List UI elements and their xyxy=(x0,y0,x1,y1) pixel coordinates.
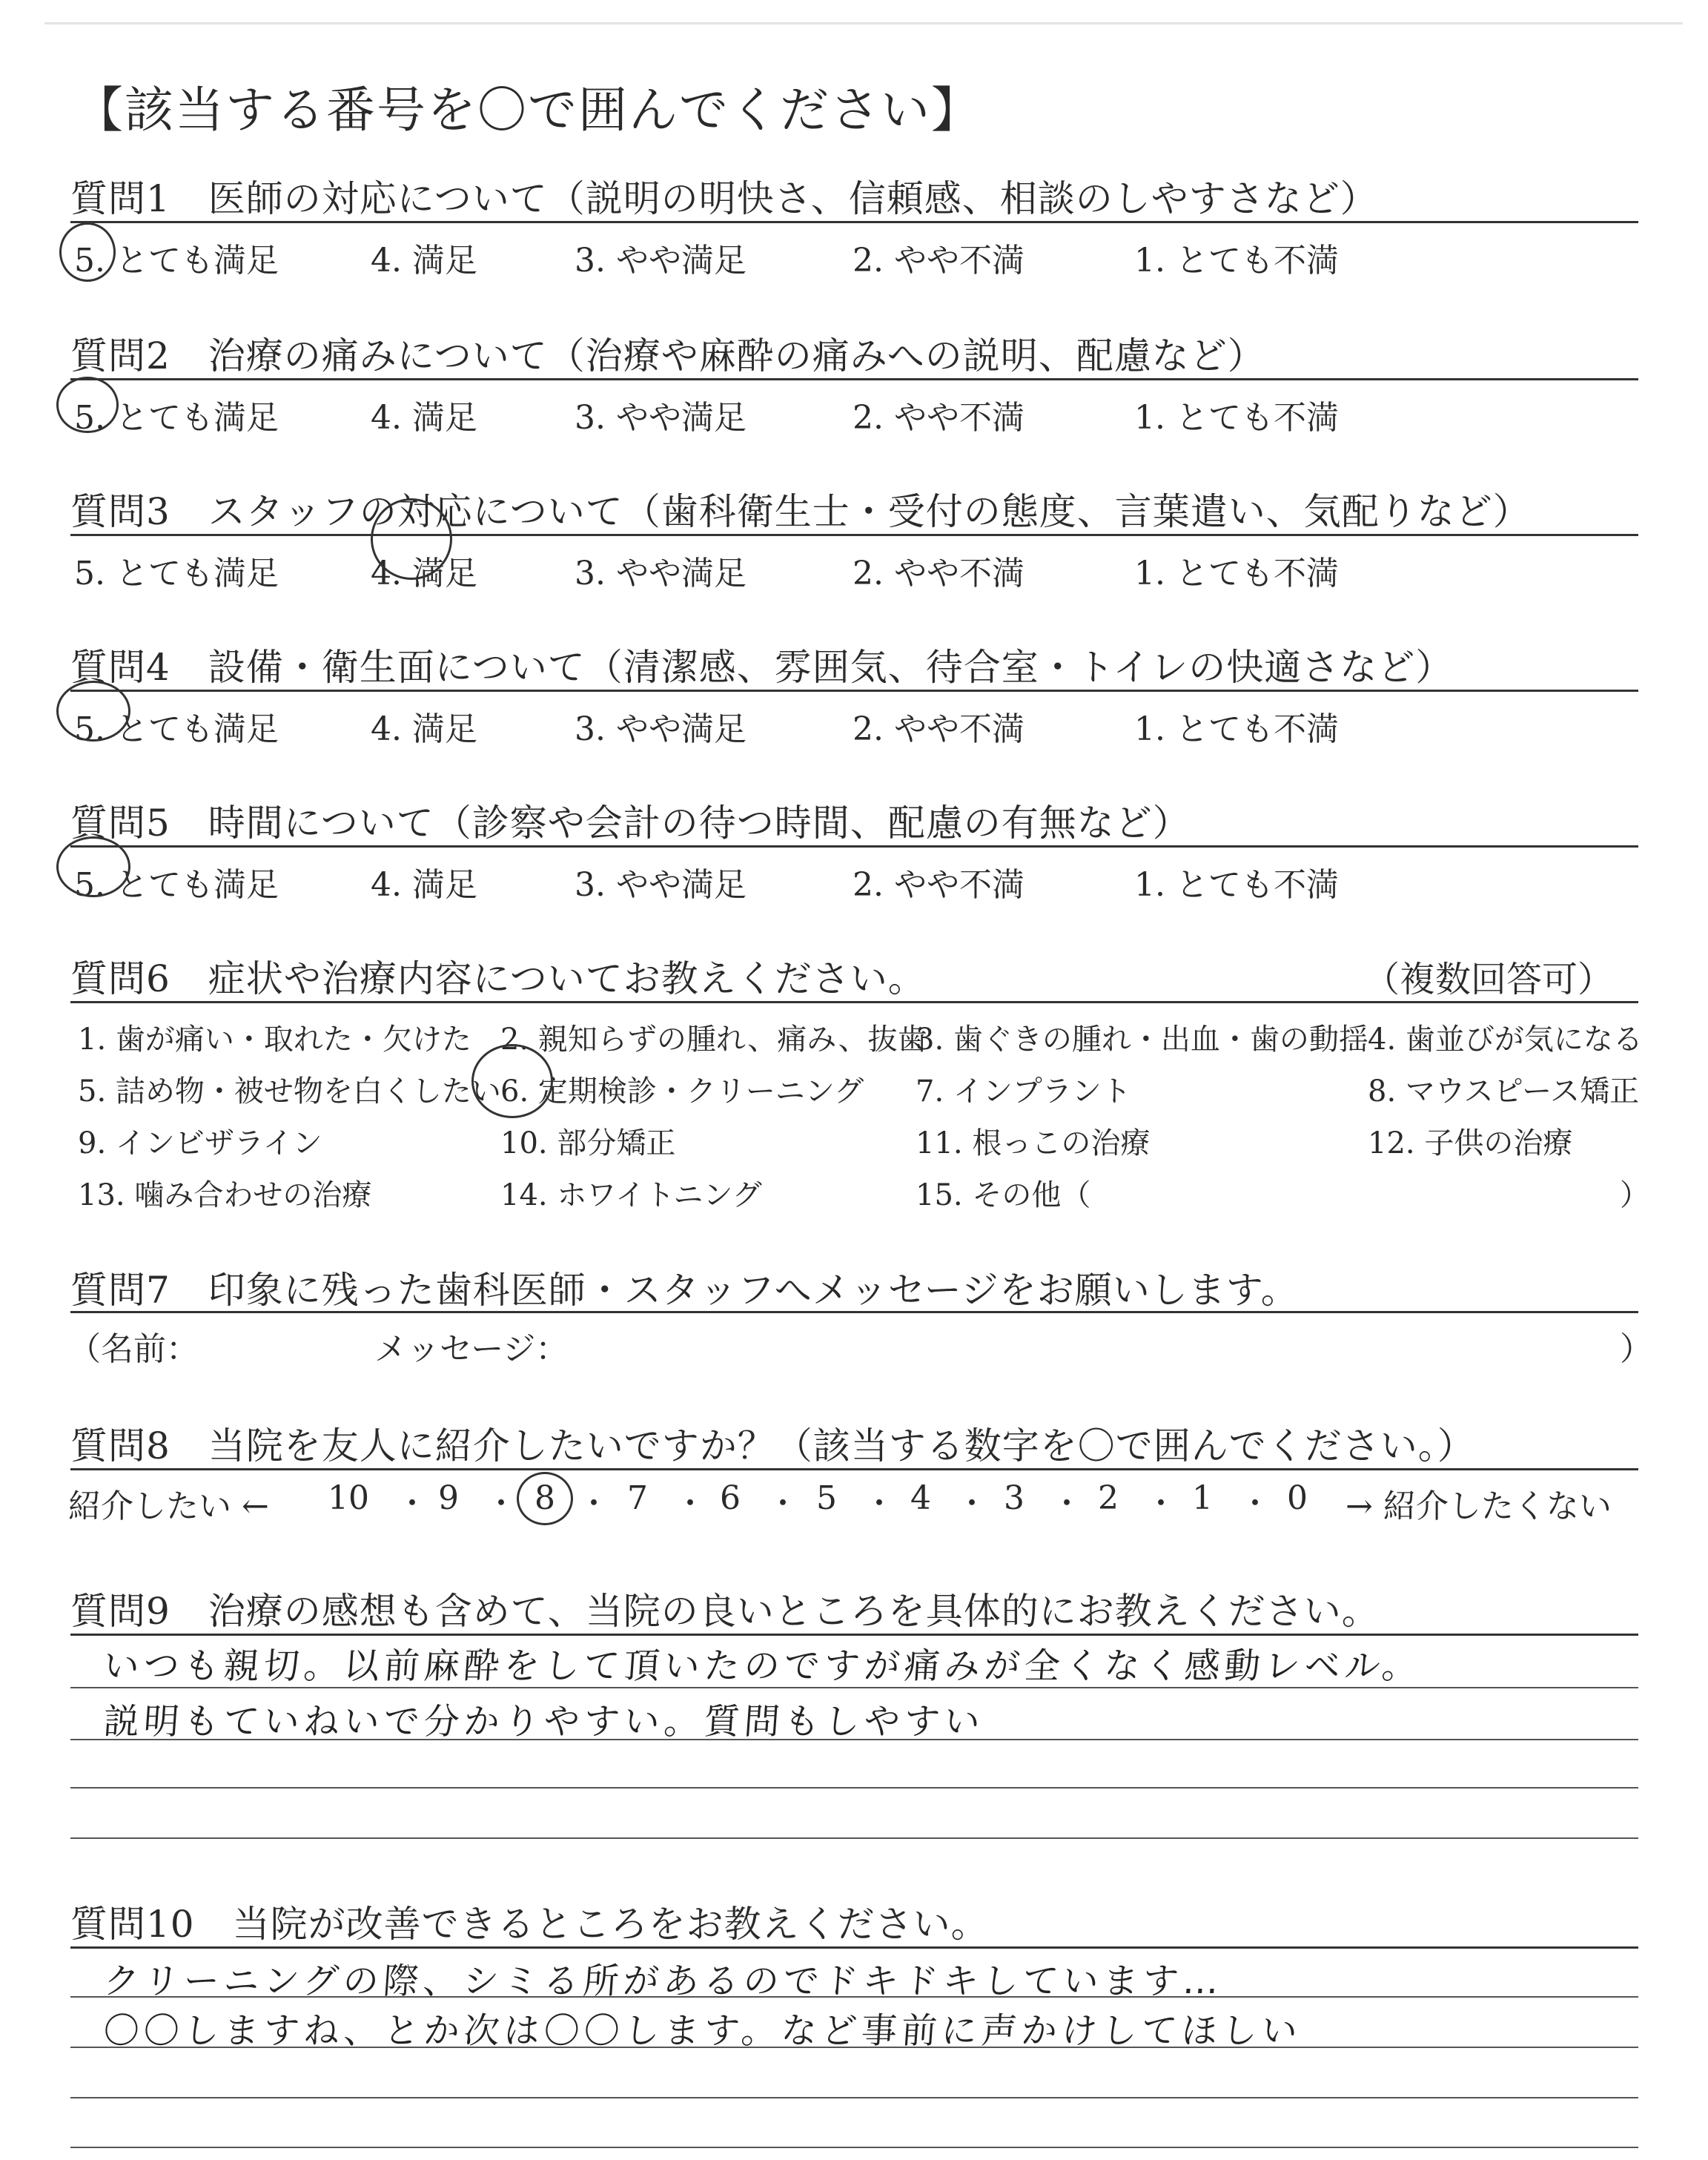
q8-separator: ・ xyxy=(578,1485,610,1522)
q8-separator: ・ xyxy=(486,1485,517,1522)
q5-option-4[interactable]: 4. 満足 xyxy=(371,866,477,904)
q4-title: 質問4 設備・衛生面について（清潔感、雰囲気、待合室・トイレの快適さなど） xyxy=(70,646,1454,689)
q6-note: （複数回答可） xyxy=(1364,959,1614,1000)
q3-rule xyxy=(70,534,1638,536)
q6-option-13[interactable]: 13. 噛み合わせの治療 xyxy=(78,1178,372,1212)
q8-scale-3[interactable]: 3 xyxy=(1004,1479,1025,1517)
q6-option-8[interactable]: 8. マウスピース矯正 xyxy=(1368,1074,1640,1109)
q8-left-label: 紹介したい ← xyxy=(68,1487,269,1525)
q2-option-4[interactable]: 4. 満足 xyxy=(371,399,477,437)
q9-writing-line xyxy=(70,1787,1638,1789)
q7-title: 質問7 印象に残った歯科医師・スタッフへメッセージをお願いします。 xyxy=(70,1269,1299,1312)
q8-separator: ・ xyxy=(767,1485,799,1522)
q2-title: 質問2 治療の痛みについて（治療や麻酔の痛みへの説明、配慮など） xyxy=(70,334,1265,377)
q5-option-1[interactable]: 1. とても不満 xyxy=(1134,866,1339,904)
q1-option-1[interactable]: 1. とても不満 xyxy=(1134,242,1339,280)
q10-title: 質問10 当院が改善できるところをお教えください。 xyxy=(70,1903,989,1946)
q6-option-10[interactable]: 10. 部分矯正 xyxy=(500,1126,676,1160)
q1-option-5[interactable]: 5. とても満足 xyxy=(74,242,279,280)
q8-scale-6[interactable]: 6 xyxy=(720,1479,741,1517)
q5-option-3[interactable]: 3. やや満足 xyxy=(575,866,747,904)
q9-writing-line xyxy=(70,1837,1638,1839)
q2-option-5[interactable]: 5. とても満足 xyxy=(74,399,279,437)
q1-rule xyxy=(70,221,1638,223)
q6-option-14[interactable]: 14. ホワイトニング xyxy=(500,1178,762,1212)
q8-scale-10[interactable]: 10 xyxy=(328,1479,369,1517)
q3-option-3[interactable]: 3. やや満足 xyxy=(575,555,747,592)
q4-option-1[interactable]: 1. とても不満 xyxy=(1134,710,1339,748)
q10-writing-line xyxy=(70,2047,1638,2048)
q6-option-15[interactable]: 15. その他（ xyxy=(916,1178,1091,1212)
q6-other-close-paren: ） xyxy=(1620,1178,1649,1212)
q7-message-label: メッセージ： xyxy=(374,1330,569,1368)
q4-option-2[interactable]: 2. やや不満 xyxy=(853,710,1025,748)
q1-option-4[interactable]: 4. 満足 xyxy=(371,242,477,280)
q9-title: 質問9 治療の感想も含めて、当院の良いところを具体的にお教えください。 xyxy=(70,1590,1380,1633)
q8-scale-4[interactable]: 4 xyxy=(910,1479,931,1517)
q6-option-9[interactable]: 9. インビザライン xyxy=(78,1126,322,1160)
q8-separator: ・ xyxy=(397,1485,428,1522)
q1-option-3[interactable]: 3. やや満足 xyxy=(575,242,747,280)
q6-option-5[interactable]: 5. 詰め物・被せ物を白くしたい xyxy=(78,1074,501,1109)
q10-answer-line-2: 〇〇しますね、とか次は〇〇します。など事前に声かけしてほしい xyxy=(102,2010,1303,2052)
q8-scale-7[interactable]: 7 xyxy=(627,1479,648,1517)
q8-separator: ・ xyxy=(864,1485,896,1522)
q7-close-paren: ） xyxy=(1620,1330,1652,1368)
q8-separator: ・ xyxy=(956,1485,988,1522)
q10-writing-line xyxy=(70,2097,1638,2098)
q8-separator: ・ xyxy=(675,1485,706,1522)
q4-option-4[interactable]: 4. 満足 xyxy=(371,710,477,748)
q1-title: 質問1 医師の対応について（説明の明快さ、信頼感、相談のしやすさなど） xyxy=(70,177,1378,220)
q9-answer-line-2: 説明もていねいで分かりやすい。質問もしやすい xyxy=(102,1701,986,1743)
q6-option-3[interactable]: 3. 歯ぐきの腫れ・出血・歯の動揺 xyxy=(916,1023,1368,1057)
q6-option-12[interactable]: 12. 子供の治療 xyxy=(1368,1126,1573,1160)
q5-option-2[interactable]: 2. やや不満 xyxy=(853,866,1025,904)
q8-selection-circle xyxy=(517,1472,573,1525)
q5-option-5[interactable]: 5. とても満足 xyxy=(74,866,279,904)
q3-option-4[interactable]: 4. 満足 xyxy=(371,555,477,592)
q5-rule xyxy=(70,845,1638,848)
top-border xyxy=(44,22,1683,24)
q6-rule xyxy=(70,1001,1638,1003)
q3-title: 質問3 スタッフの対応について（歯科衛生士・受付の態度、言葉遣い、気配りなど） xyxy=(70,490,1531,533)
q3-option-2[interactable]: 2. やや不満 xyxy=(853,555,1025,592)
q2-option-3[interactable]: 3. やや満足 xyxy=(575,399,747,437)
q6-option-2[interactable]: 2. 親知らずの腫れ、痛み、抜歯 xyxy=(500,1023,927,1057)
q8-scale-8[interactable]: 8 xyxy=(534,1479,555,1517)
q8-separator: ・ xyxy=(1145,1485,1177,1522)
q6-title: 質問6 症状や治療内容についてお教えください。 xyxy=(70,957,926,1000)
q8-scale-5[interactable]: 5 xyxy=(816,1479,837,1517)
q10-rule xyxy=(70,1946,1638,1949)
q4-option-5[interactable]: 5. とても満足 xyxy=(74,710,279,748)
q9-writing-line xyxy=(70,1739,1638,1740)
q6-option-11[interactable]: 11. 根っこの治療 xyxy=(916,1126,1151,1160)
q9-rule xyxy=(70,1634,1638,1636)
q10-writing-line xyxy=(70,2147,1638,2148)
q7-name-label: （名前： xyxy=(68,1330,199,1368)
q10-writing-line xyxy=(70,1996,1638,1998)
q3-selection-circle xyxy=(371,498,452,580)
q4-selection-circle xyxy=(56,681,130,742)
q6-option-1[interactable]: 1. 歯が痛い・取れた・欠けた xyxy=(78,1023,471,1057)
q8-title: 質問8 当院を友人に紹介したいですか？（該当する数字を〇で囲んでください。） xyxy=(70,1424,1475,1467)
page-heading: 【該当する番号を〇で囲んでください】 xyxy=(74,82,982,139)
q8-scale-2[interactable]: 2 xyxy=(1098,1479,1119,1517)
q1-selection-circle xyxy=(59,222,116,282)
q8-right-label: → 紹介したくない xyxy=(1345,1487,1612,1525)
q7-rule xyxy=(70,1311,1638,1313)
q10-answer-line-1: クリーニングの際、シミる所があるのでドキドキしています… xyxy=(102,1961,1225,2002)
q6-option-4[interactable]: 4. 歯並びが気になる xyxy=(1368,1023,1643,1057)
q5-title: 質問5 時間について（診察や会計の待つ時間、配慮の有無など） xyxy=(70,802,1191,845)
q9-writing-line xyxy=(70,1687,1638,1688)
q4-option-3[interactable]: 3. やや満足 xyxy=(575,710,747,748)
q6-selection-circle xyxy=(471,1044,553,1118)
q8-separator: ・ xyxy=(1051,1485,1083,1522)
q2-option-1[interactable]: 1. とても不満 xyxy=(1134,399,1339,437)
q9-answer-line-1: いつも親切。以前麻酔をして頂いたのですが痛みが全くなく感動レベル。 xyxy=(102,1645,1423,1687)
q8-rule xyxy=(70,1468,1638,1470)
q8-separator: ・ xyxy=(1239,1485,1271,1522)
q6-option-7[interactable]: 7. インプラント xyxy=(916,1074,1131,1109)
q1-option-2[interactable]: 2. やや不満 xyxy=(853,242,1025,280)
q8-scale-9[interactable]: 9 xyxy=(438,1479,459,1517)
q5-selection-circle xyxy=(56,836,130,897)
q6-option-6[interactable]: 6. 定期検診・クリーニング xyxy=(500,1074,864,1109)
q4-rule xyxy=(70,690,1638,692)
q8-scale-0[interactable]: 0 xyxy=(1287,1479,1308,1517)
q2-rule xyxy=(70,378,1638,380)
q3-option-5[interactable]: 5. とても満足 xyxy=(74,555,279,592)
q3-option-1[interactable]: 1. とても不満 xyxy=(1134,555,1339,592)
q2-selection-circle xyxy=(56,377,119,433)
q2-option-2[interactable]: 2. やや不満 xyxy=(853,399,1025,437)
q8-scale-1[interactable]: 1 xyxy=(1192,1479,1213,1517)
